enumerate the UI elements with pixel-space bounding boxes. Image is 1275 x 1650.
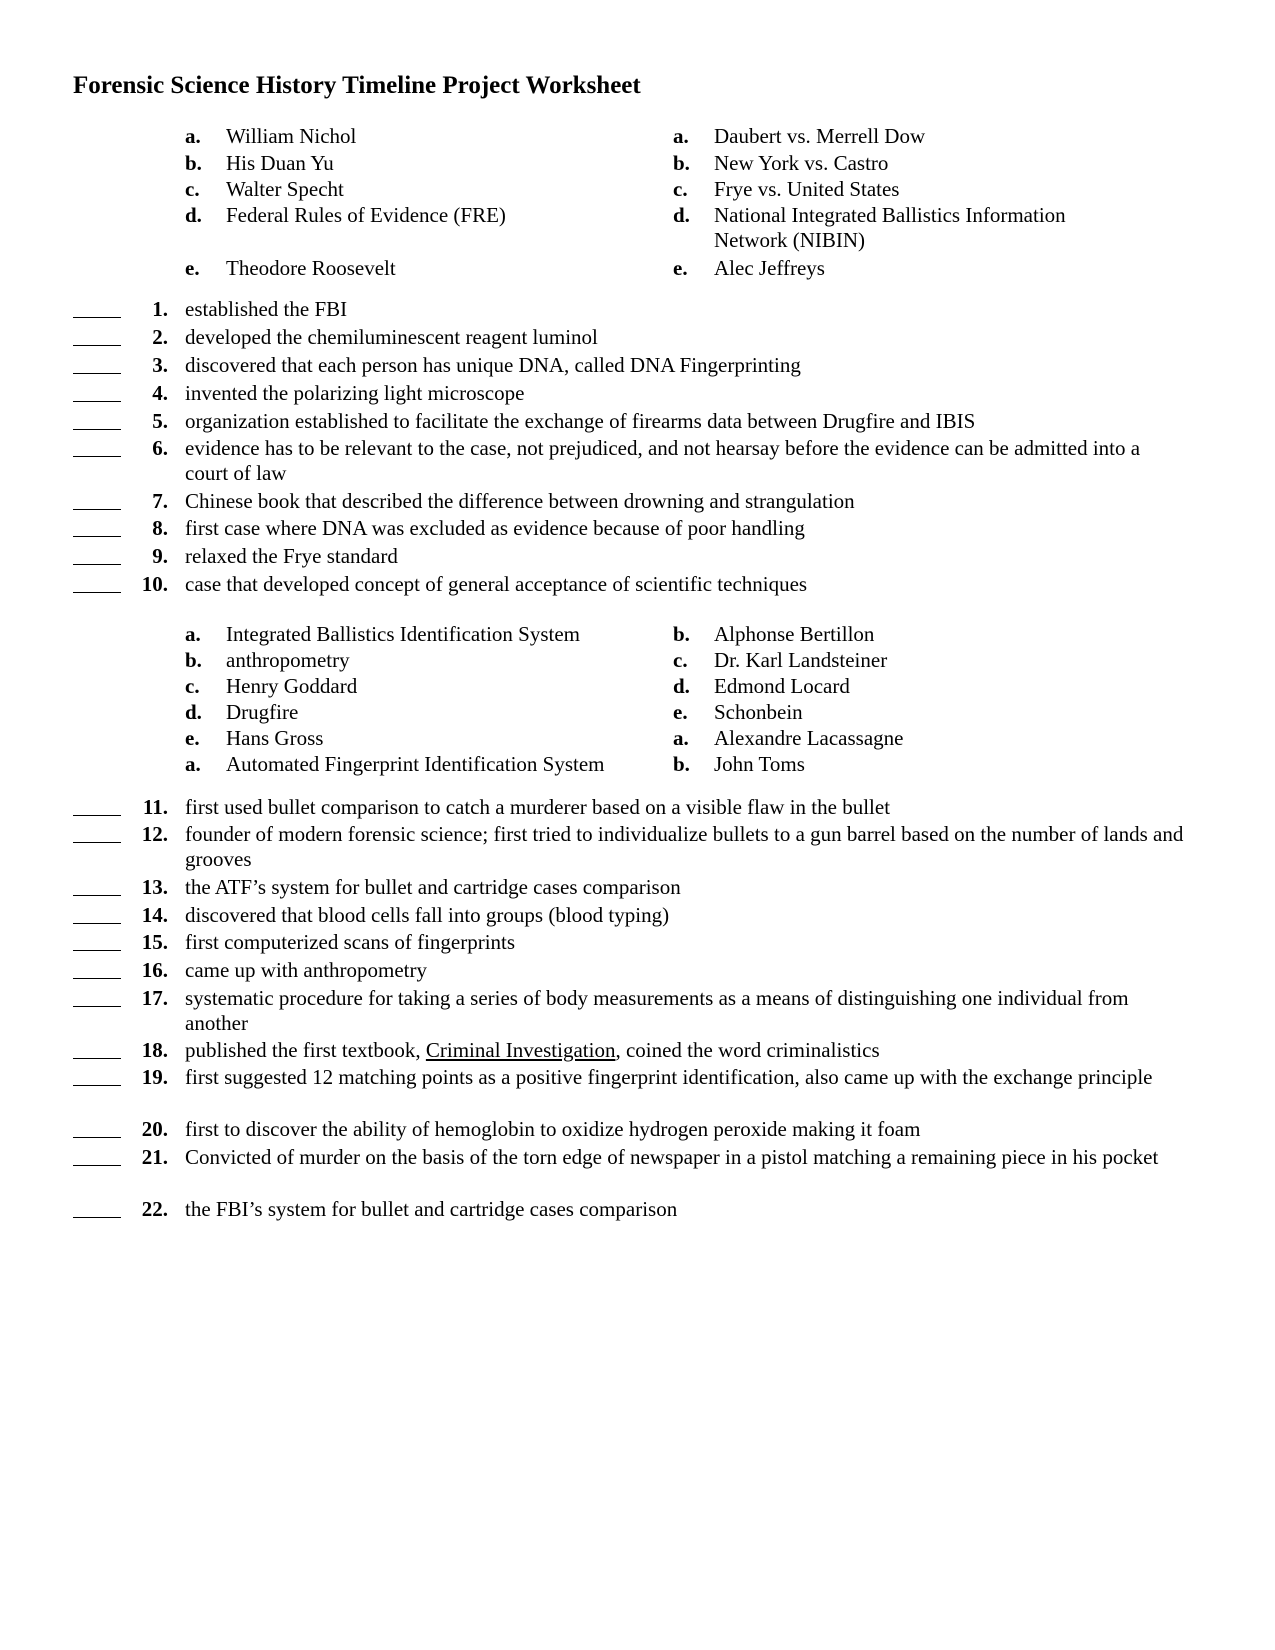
answer-blank[interactable] bbox=[73, 429, 121, 430]
answer-blank[interactable] bbox=[73, 1085, 121, 1086]
question-number: 8. bbox=[152, 516, 168, 540]
bank-letter: d. bbox=[185, 203, 202, 227]
question-number: 6. bbox=[152, 436, 168, 460]
bank-text: Henry Goddard bbox=[226, 674, 358, 698]
question-text: Convicted of murder on the basis of the torn edge of newspaper in a pistol matching a remaining piece in his pocket bbox=[185, 1145, 1159, 1169]
answer-blank[interactable] bbox=[73, 536, 121, 537]
question-text: founder of modern forensic science; first tried to individualize bullets to a gun barrel based on the number of lands and grooves bbox=[185, 822, 1184, 871]
answer-blank[interactable] bbox=[73, 1137, 121, 1138]
question-text: discovered that each person has unique DNA, called DNA Fingerprinting bbox=[185, 353, 801, 377]
question-number: 13. bbox=[141, 875, 168, 899]
question-text: came up with anthropometry bbox=[185, 958, 428, 982]
bank-text: John Toms bbox=[714, 752, 805, 776]
question-text: invented the polarizing light microscope bbox=[185, 381, 525, 405]
bank-text: Federal Rules of Evidence (FRE) bbox=[226, 203, 506, 227]
question-number: 21. bbox=[141, 1145, 168, 1169]
question-text: first used bullet comparison to catch a murderer based on a visible flaw in the bullet bbox=[185, 795, 891, 819]
question-number: 10. bbox=[141, 572, 168, 596]
question-text: first suggested 12 matching points as a positive fingerprint identification, also came up with the exchange principle bbox=[185, 1065, 1153, 1089]
answer-blank[interactable] bbox=[73, 978, 121, 979]
question-text-part: , coined the word criminalistics bbox=[615, 1038, 880, 1062]
answer-blank[interactable] bbox=[73, 815, 121, 816]
page-title: Forensic Science History Timeline Project Worksheet bbox=[73, 72, 641, 99]
bank-text: New York vs. Castro bbox=[714, 151, 889, 175]
question-number: 11. bbox=[142, 795, 168, 819]
question-text: systematic procedure for taking a series of body measurements as a means of distinguishing one individual from another bbox=[185, 986, 1129, 1035]
bank-text: Alec Jeffreys bbox=[714, 256, 825, 280]
question-text: discovered that blood cells fall into groups (blood typing) bbox=[185, 903, 670, 927]
question-number: 19. bbox=[141, 1065, 168, 1089]
bank-letter: c. bbox=[185, 674, 200, 698]
answer-blank[interactable] bbox=[73, 592, 121, 593]
bank-text: His Duan Yu bbox=[226, 151, 334, 175]
bank-text: Drugfire bbox=[226, 700, 299, 724]
answer-blank[interactable] bbox=[73, 564, 121, 565]
bank-text: Walter Specht bbox=[226, 177, 344, 201]
bank-letter: e. bbox=[673, 256, 688, 280]
bank-text: Integrated Ballistics Identification System bbox=[226, 622, 580, 646]
question-number: 1. bbox=[152, 297, 168, 321]
question-text: the ATF’s system for bullet and cartridge cases comparison bbox=[185, 875, 681, 899]
bank-letter: e. bbox=[185, 256, 200, 280]
answer-blank[interactable] bbox=[73, 923, 121, 924]
bank-text: Automated Fingerprint Identification System bbox=[226, 752, 605, 776]
bank-letter: b. bbox=[185, 648, 202, 672]
question-text: established the FBI bbox=[185, 297, 348, 321]
answer-blank[interactable] bbox=[73, 345, 121, 346]
question-text: case that developed concept of general acceptance of scientific techniques bbox=[185, 572, 808, 596]
answer-blank[interactable] bbox=[73, 373, 121, 374]
bank-text: Schonbein bbox=[714, 700, 803, 724]
question-number: 9. bbox=[152, 544, 168, 568]
answer-blank[interactable] bbox=[73, 895, 121, 896]
bank-letter: a. bbox=[673, 726, 689, 750]
question-text: organization established to facilitate the exchange of firearms data between Drugfire and IBIS bbox=[185, 409, 976, 433]
bank-text: Edmond Locard bbox=[714, 674, 850, 698]
question-number: 5. bbox=[152, 409, 168, 433]
bank-letter: b. bbox=[673, 622, 690, 646]
bank-letter: b. bbox=[185, 151, 202, 175]
answer-blank[interactable] bbox=[73, 1058, 121, 1059]
question-number: 14. bbox=[141, 903, 168, 927]
question-text: the FBI’s system for bullet and cartridge cases comparison bbox=[185, 1197, 678, 1221]
answer-blank[interactable] bbox=[73, 1165, 121, 1166]
bank-text: Daubert vs. Merrell Dow bbox=[714, 124, 926, 148]
bank-letter: c. bbox=[673, 648, 688, 672]
answer-blank[interactable] bbox=[73, 950, 121, 951]
question-text: first computerized scans of fingerprints bbox=[185, 930, 516, 954]
question-number: 7. bbox=[152, 489, 168, 513]
textbook-title: Criminal Investigation bbox=[425, 1038, 616, 1062]
bank-letter: b. bbox=[673, 752, 690, 776]
bank-letter: a. bbox=[185, 752, 201, 776]
question-number: 20. bbox=[141, 1117, 168, 1141]
bank-letter: a. bbox=[185, 622, 201, 646]
question-text bbox=[185, 1038, 1185, 1063]
question-number: 4. bbox=[152, 381, 168, 405]
answer-blank[interactable] bbox=[73, 509, 121, 510]
bank-letter: d. bbox=[673, 674, 690, 698]
question-text: Chinese book that described the difference between drowning and strangulation bbox=[185, 489, 855, 513]
answer-blank[interactable] bbox=[73, 401, 121, 402]
bank-letter: c. bbox=[185, 177, 200, 201]
bank-text: Hans Gross bbox=[226, 726, 324, 750]
question-number: 17. bbox=[141, 986, 168, 1010]
bank-letter: c. bbox=[673, 177, 688, 201]
answer-blank[interactable] bbox=[73, 1217, 121, 1218]
bank-letter: e. bbox=[185, 726, 200, 750]
bank-text: Alexandre Lacassagne bbox=[714, 726, 904, 750]
bank-text: Dr. Karl Landsteiner bbox=[714, 648, 888, 672]
question-number: 2. bbox=[152, 325, 168, 349]
question-number: 15. bbox=[141, 930, 168, 954]
question-text: first to discover the ability of hemoglobin to oxidize hydrogen peroxide making it foam bbox=[185, 1117, 921, 1141]
question-number: 22. bbox=[141, 1197, 168, 1221]
bank-letter: d. bbox=[673, 203, 690, 227]
bank-letter: a. bbox=[185, 124, 201, 148]
question-text: first case where DNA was excluded as evidence because of poor handling bbox=[185, 516, 805, 540]
question-number: 12. bbox=[141, 822, 168, 846]
bank-text: National Integrated Ballistics Information Network (NIBIN) bbox=[714, 203, 1066, 252]
bank-text: anthropometry bbox=[226, 648, 350, 672]
answer-blank[interactable] bbox=[73, 842, 121, 843]
bank-text: Theodore Roosevelt bbox=[226, 256, 396, 280]
answer-blank[interactable] bbox=[73, 1006, 121, 1007]
bank-text: Frye vs. United States bbox=[714, 177, 900, 201]
bank-letter: d. bbox=[185, 700, 202, 724]
question-text: relaxed the Frye standard bbox=[185, 544, 398, 568]
bank-letter: b. bbox=[673, 151, 690, 175]
bank-text: Alphonse Bertillon bbox=[714, 622, 875, 646]
question-text: developed the chemiluminescent reagent luminol bbox=[185, 325, 598, 349]
bank-text: William Nichol bbox=[226, 124, 357, 148]
question-number: 16. bbox=[141, 958, 168, 982]
question-number: 3. bbox=[152, 353, 168, 377]
question-text: evidence has to be relevant to the case, not prejudiced, and not hearsay before the evidence can be admitted into a court of law bbox=[185, 436, 1141, 485]
bank-letter: e. bbox=[673, 700, 688, 724]
question-text-part: published the first textbook, bbox=[185, 1038, 426, 1062]
bank-letter: a. bbox=[673, 124, 689, 148]
question-number: 18. bbox=[141, 1038, 168, 1062]
answer-blank[interactable] bbox=[73, 317, 121, 318]
answer-blank[interactable] bbox=[73, 456, 121, 457]
